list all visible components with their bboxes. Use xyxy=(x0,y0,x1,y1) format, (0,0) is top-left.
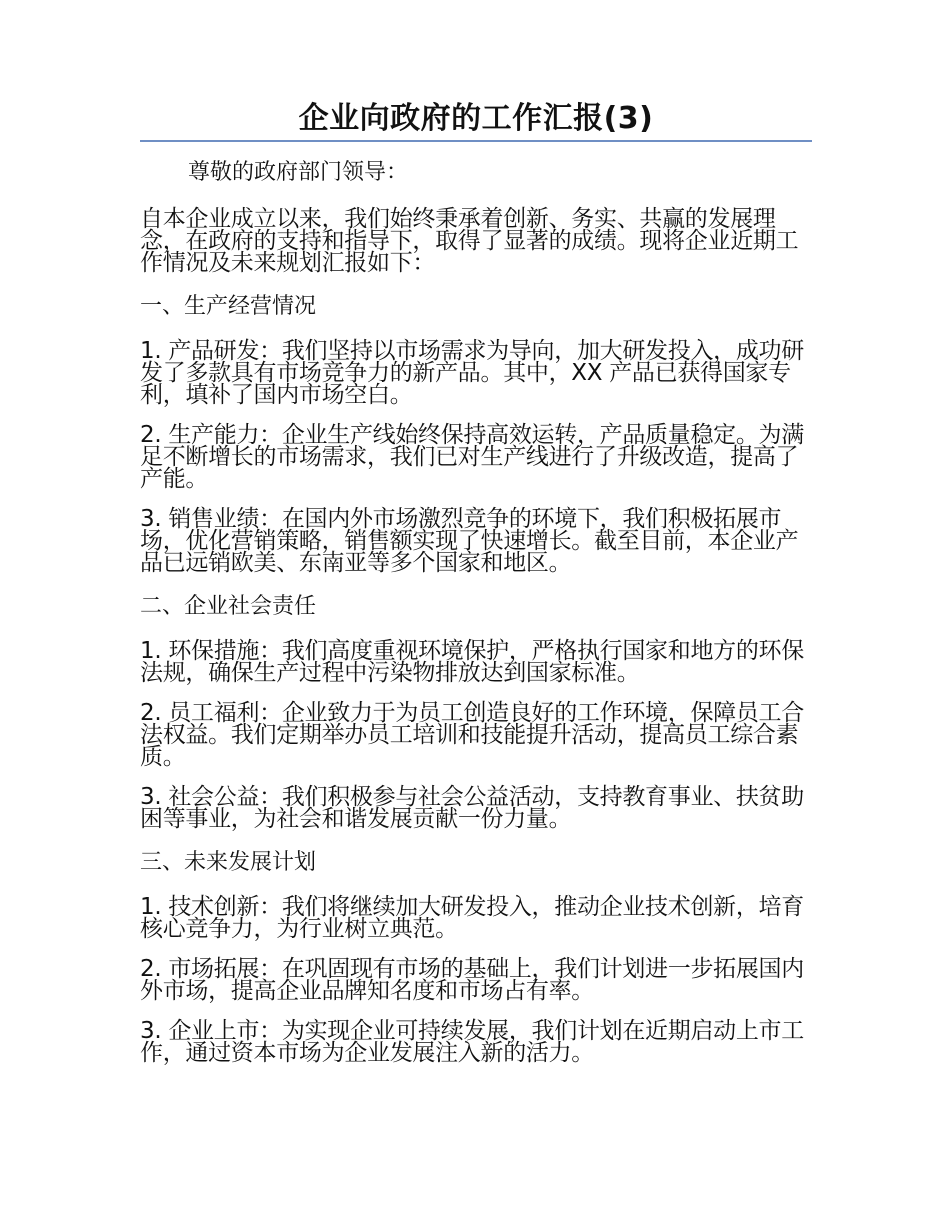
item-ipo: 3. 企业上市：为实现企业可持续发展，我们计划在近期启动上市工作，通过资本市场为企业发展注入新的活力。 xyxy=(140,1018,804,1066)
item-market-expansion: 2. 市场拓展：在巩固现有市场的基础上，我们计划进一步拓展国内外市场，提高企业品牌知名度和市场占有率。 xyxy=(140,956,804,1004)
item-sales-performance: 3. 销售业绩：在国内外市场激烈竞争的环境下，我们积极拓展市场，优化营销策略，销售额实现了快速增长。截至目前，本企业产品已远销欧美、东南亚等多个国家和地区。 xyxy=(140,506,799,576)
item-product-rd: 1. 产品研发：我们坚持以市场需求为导向，加大研发投入，成功研发了多款具有市场竞争力的新产品。其中，XX 产品已获得国家专利，填补了国内市场空白。 xyxy=(140,338,804,408)
intro-paragraph: 自本企业成立以来，我们始终秉承着创新、务实、共赢的发展理念，在政府的支持和指导下，取得了显著的成绩。现将企业近期工作情况及未来规划汇报如下： xyxy=(140,206,799,276)
item-production-capacity: 2. 生产能力：企业生产线始终保持高效运转，产品质量稳定。为满足不断增长的市场需求，我们已对生产线进行了升级改造，提高了产能。 xyxy=(140,422,804,492)
section-heading-future-plans: 三、未来发展计划 xyxy=(140,850,317,875)
item-employee-welfare: 2. 员工福利：企业致力于为员工创造良好的工作环境，保障员工合法权益。我们定期举办员工培训和技能提升活动，提高员工综合素质。 xyxy=(140,700,804,770)
item-social-welfare: 3. 社会公益：我们积极参与社会公益活动，支持教育事业、扶贫助困等事业，为社会和谐发展贡献一份力量。 xyxy=(140,784,804,832)
item-tech-innovation: 1. 技术创新：我们将继续加大研发投入，推动企业技术创新，培育核心竞争力，为行业树立典范。 xyxy=(140,894,804,942)
document-page xyxy=(140,100,812,1064)
document-title: 企业向政府的工作汇报(3) xyxy=(140,100,812,142)
salutation: 尊敬的政府部门领导： xyxy=(188,160,409,185)
item-environmental-measures: 1. 环保措施：我们高度重视环境保护，严格执行国家和地方的环保法规，确保生产过程中污染物排放达到国家标准。 xyxy=(140,638,804,686)
section-heading-production: 一、生产经营情况 xyxy=(140,294,317,319)
section-heading-social-responsibility: 二、企业社会责任 xyxy=(140,594,317,619)
